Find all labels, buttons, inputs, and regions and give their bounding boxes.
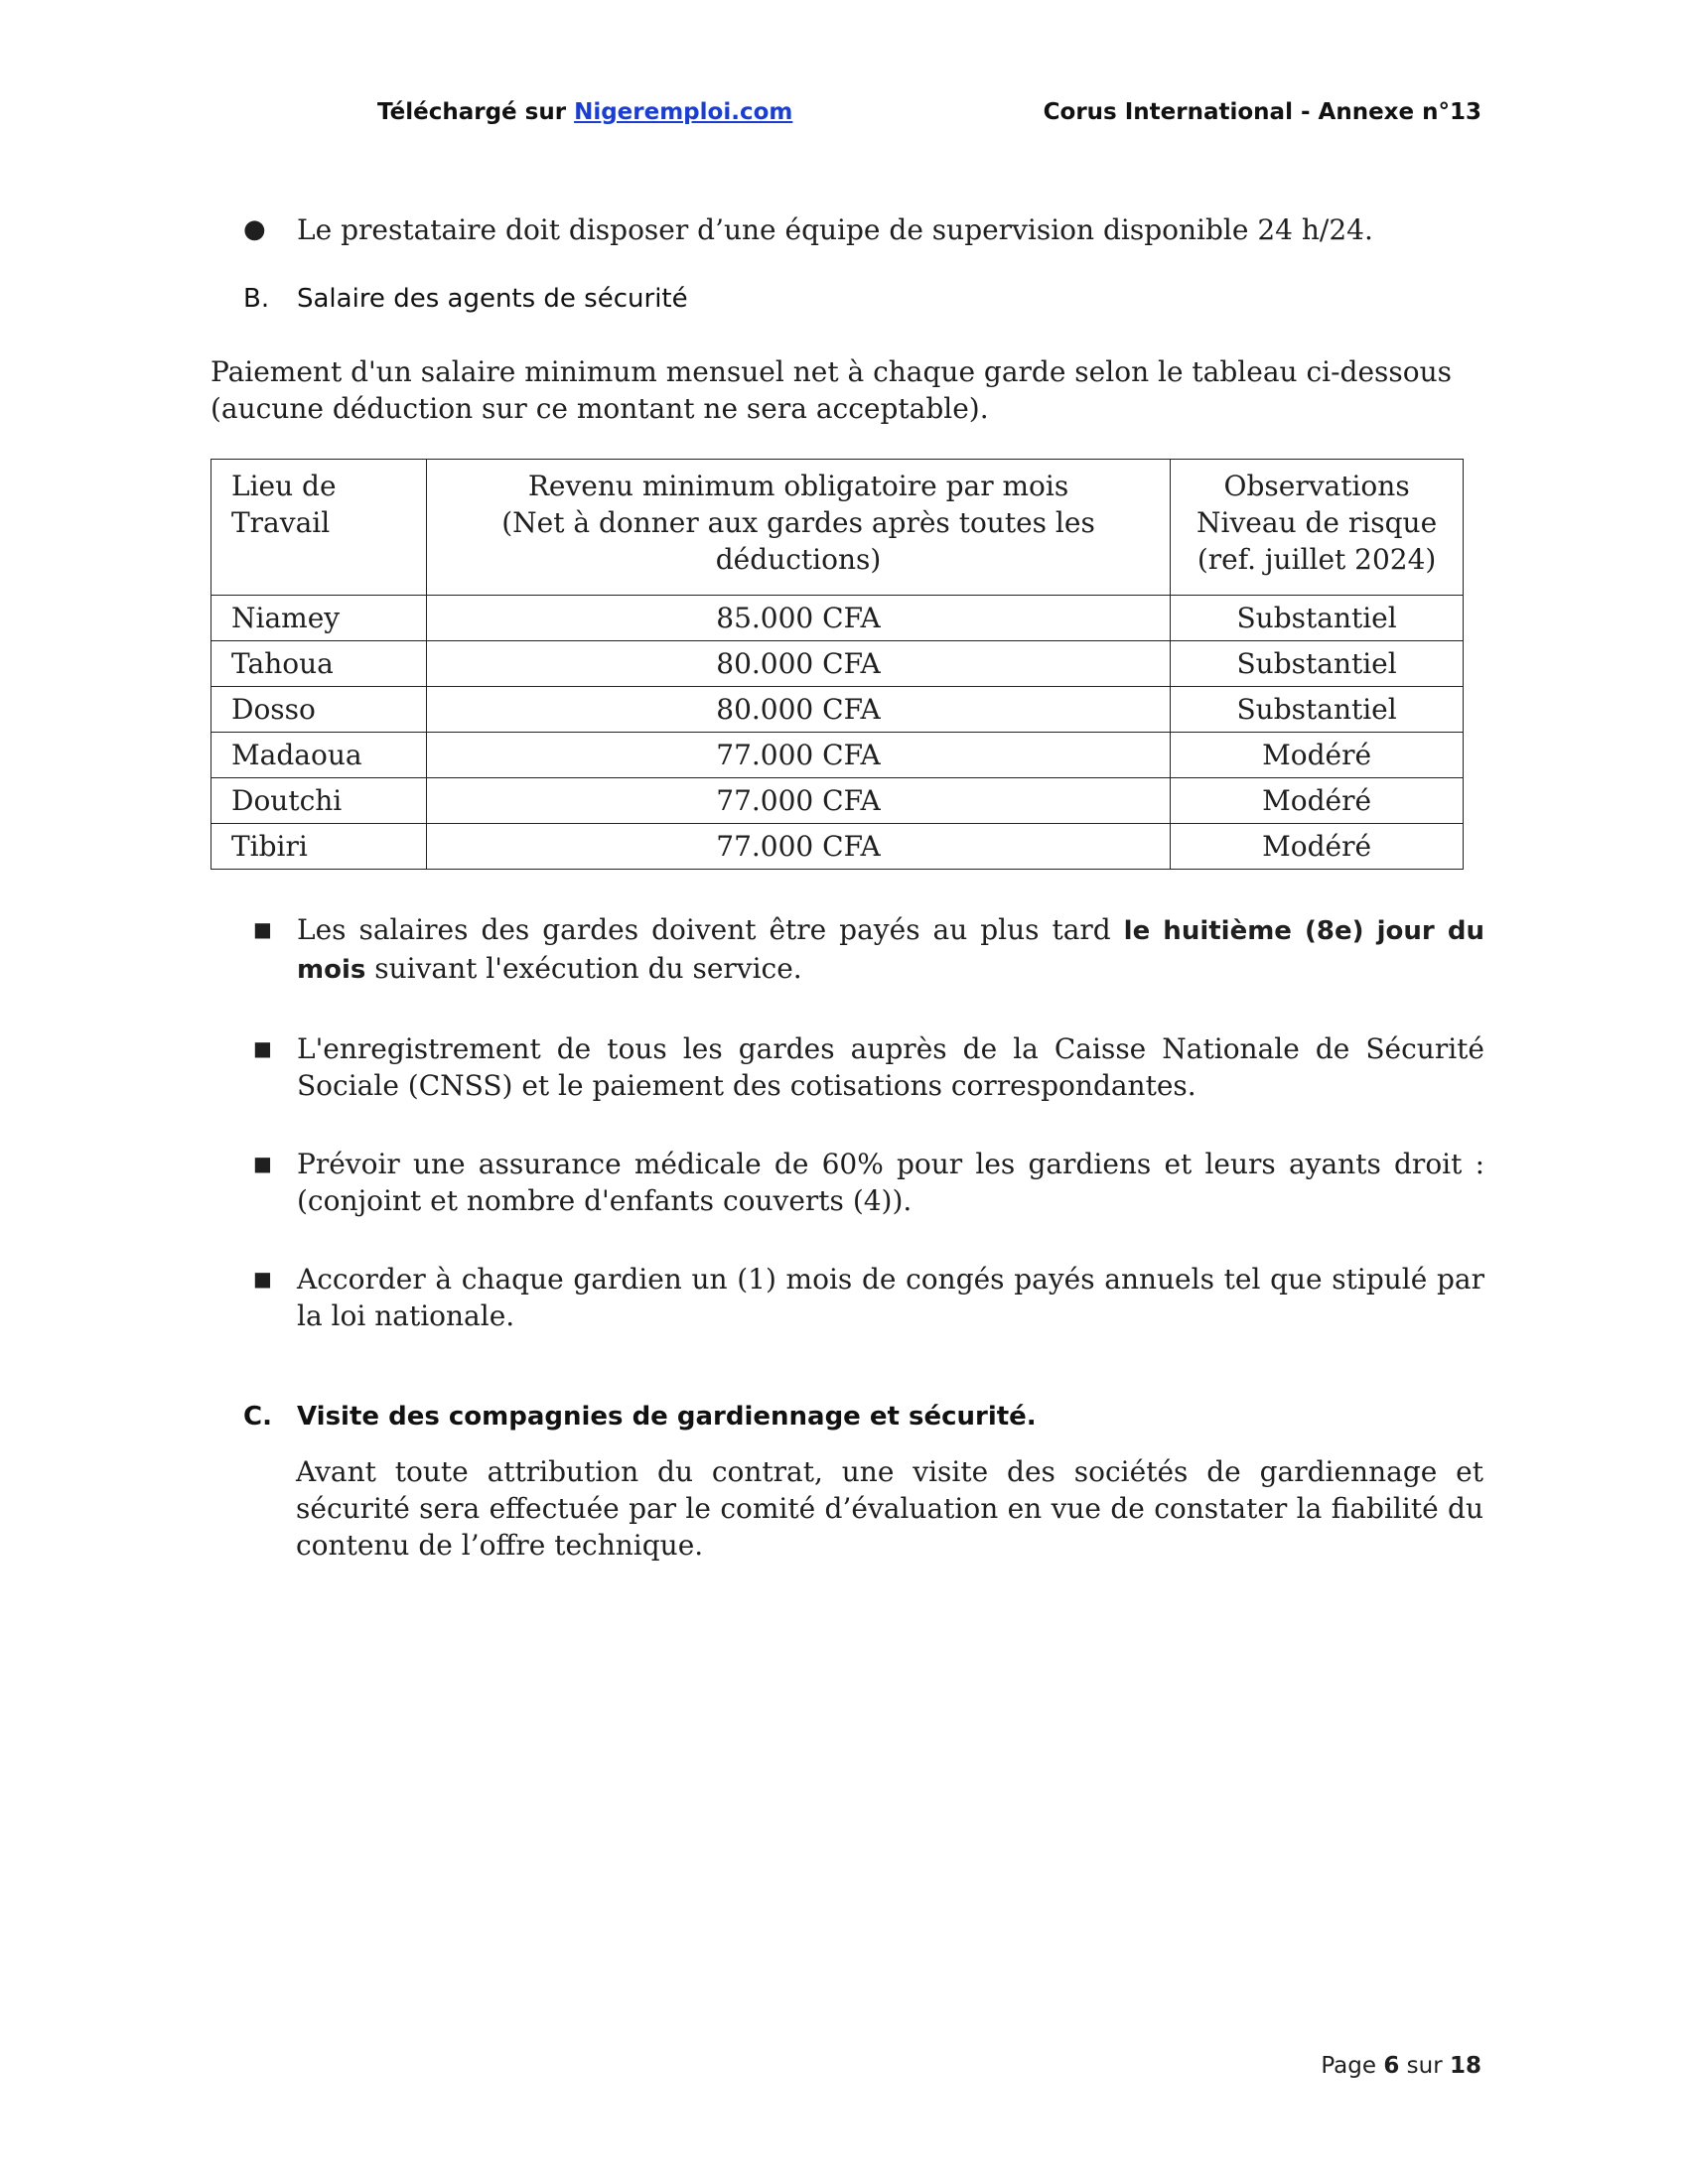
header-left [377,99,792,125]
cell-risque: Modéré [1171,824,1464,870]
square-bullet-icon: ■ [253,1267,272,1291]
header-line: (Net à donner aux gardes après toutes les déductions) [501,506,1095,576]
bullet-dot-icon: ● [243,214,266,244]
list-item [253,1146,1484,1219]
header-right: Corus International - Annexe n°13 [1043,99,1481,125]
square-bullet-icon: ■ [253,917,272,941]
cell-revenu: 77.000 CFA [426,824,1170,870]
supervision-bullet [243,211,1484,248]
cell-risque: Substantiel [1171,641,1464,687]
nigeremploi-link[interactable]: Nigeremploi.com [574,99,793,125]
cell-revenu: 77.000 CFA [426,778,1170,824]
table-row [211,733,1464,778]
payment-deadline-emphasis: le huitième (8e) jour du mois [297,916,1484,985]
square-bullet-icon: ■ [253,1152,272,1175]
cell-lieu: Tahoua [211,641,427,687]
cell-revenu: 77.000 CFA [426,733,1170,778]
table-row [211,824,1464,870]
section-c-paragraph: Avant toute attribution du contrat, une visite des sociétés de gardiennage et sécurité sera effectuée par le comité d’évaluation en vue de constater la fiabilité du contenu de l’offre technique. [296,1455,1483,1562]
page-footer [1321,2053,1481,2079]
list-item [253,911,1484,989]
cell-lieu: Dosso [211,687,427,733]
cell-risque: Modéré [1171,778,1464,824]
header-prefix: Téléchargé sur [377,99,575,125]
header-line: Niveau de risque [1196,506,1438,539]
cell-risque: Modéré [1171,733,1464,778]
section-c-heading [243,1402,1037,1432]
section-c-title: Visite des compagnies de gardiennage et sécurité. [297,1402,1037,1432]
cell-lieu: Madaoua [211,733,427,778]
list-item [253,1030,1484,1104]
section-b-heading [243,284,688,314]
square-bullet-icon: ■ [253,1036,272,1060]
header-line: Lieu de [231,470,337,502]
page-header [377,99,1481,125]
header-lieu [211,460,427,596]
section-b-title: Salaire des agents de sécurité [297,284,688,314]
conditions-list [253,911,1484,1376]
footer-current-page: 6 [1383,2053,1400,2079]
list-item-text: L'enregistrement de tous les gardes auprès de la Caisse Nationale de Sécurité Sociale (CNSS) et le paiement des cotisations correspondantes. [297,1032,1484,1102]
list-item [253,1261,1484,1334]
header-line: Revenu minimum obligatoire par mois [527,470,1069,502]
payment-deadline-suffix: suivant l'exécution du service. [365,952,802,985]
cell-lieu: Niamey [211,596,427,641]
header-line: Travail [231,506,331,539]
table-row [211,641,1464,687]
table-header-row [211,460,1464,596]
list-item-text [297,911,1484,989]
header-line: (ref. juillet 2024) [1196,543,1437,576]
cell-risque: Substantiel [1171,596,1464,641]
supervision-text: Le prestataire doit disposer d’une équipe de supervision disponible 24 h/24. [297,213,1373,246]
table-row [211,778,1464,824]
list-item-text: Accorder à chaque gardien un (1) mois de congés payés annuels tel que stipulé par la loi nationale. [297,1263,1484,1332]
header-observations [1171,460,1464,596]
section-c-letter: C. [243,1402,272,1432]
cell-lieu: Tibiri [211,824,427,870]
header-revenu [426,460,1170,596]
cell-risque: Substantiel [1171,687,1464,733]
cell-revenu: 85.000 CFA [426,596,1170,641]
footer-of-word: sur [1406,2053,1443,2079]
intro-paragraph: Paiement d'un salaire minimum mensuel net à chaque garde selon le tableau ci-dessous (aucune déduction sur ce montant ne sera acceptable). [211,355,1453,425]
cell-lieu: Doutchi [211,778,427,824]
cell-revenu: 80.000 CFA [426,687,1170,733]
table-row [211,687,1464,733]
payment-deadline-prefix: Les salaires des gardes doivent être payés au plus tard [297,913,1124,946]
list-item-text: Prévoir une assurance médicale de 60% pour les gardiens et leurs ayants droit : (conjoint et nombre d'enfants couverts (4)). [297,1148,1484,1217]
table-row [211,596,1464,641]
cell-revenu: 80.000 CFA [426,641,1170,687]
footer-page-word: Page [1321,2053,1376,2079]
section-b-letter: B. [243,284,270,314]
footer-total-pages: 18 [1449,2053,1481,2079]
salary-table [211,459,1464,870]
header-line: Observations [1223,470,1410,502]
